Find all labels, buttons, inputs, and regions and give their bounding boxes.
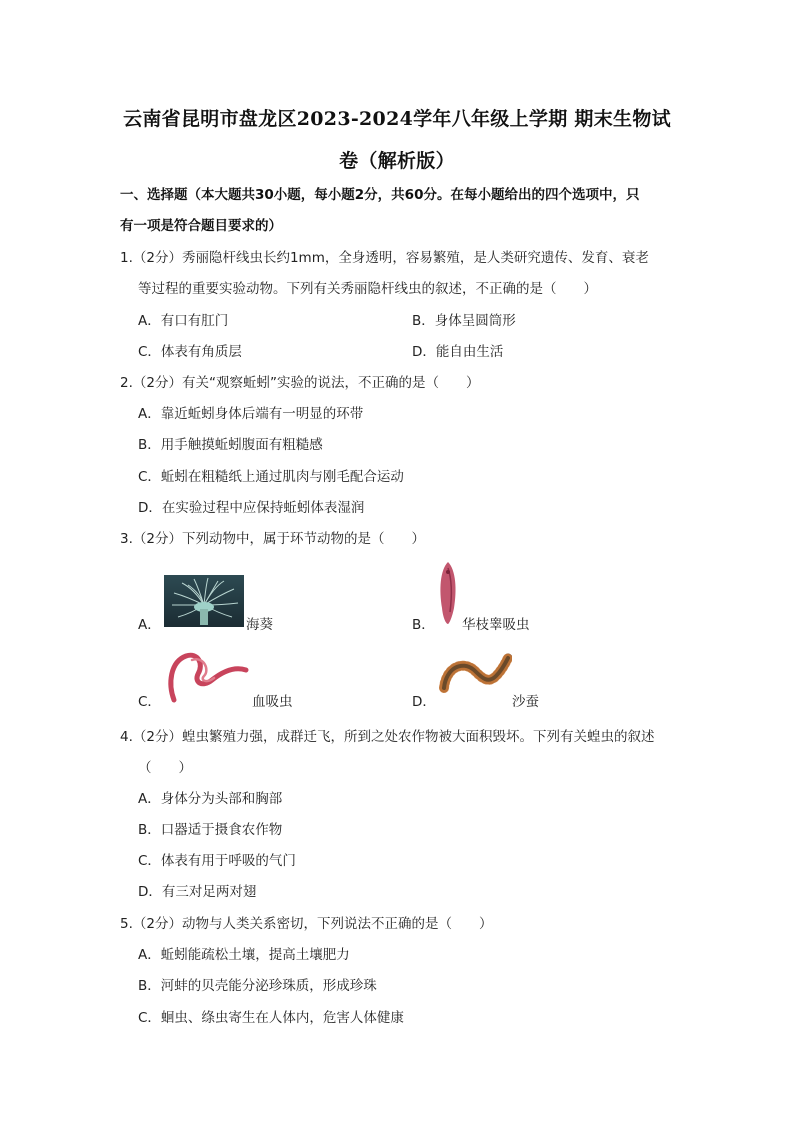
sea-anemone-image [164, 575, 244, 627]
blood-fluke-image [164, 648, 250, 704]
question-4-stem-line-1: 4.（2分）蝗虫繁殖力强，成群迁飞，所到之处农作物被大面积毁坏。下列有关蝗虫的叙述 [120, 729, 655, 745]
question-1-stem-line-1: 1.（2分）秀丽隐杆线虫长约1mm，全身透明，容易繁殖，是人类研究遗传、发育、衰老 [120, 250, 649, 266]
question-2-option-b: B．用手触摸蚯蚓腹面有粗糙感 [138, 437, 323, 453]
question-4-option-c: C．体表有用于呼吸的气门 [138, 853, 296, 869]
question-2-option-d: D．在实验过程中应保持蚯蚓体表湿润 [138, 500, 365, 516]
liver-fluke-image [436, 560, 460, 626]
question-3-option-b-letter: B． [412, 617, 435, 633]
question-4-option-a: A．身体分为头部和胸部 [138, 791, 283, 807]
question-2-option-a: A．靠近蚯蚓身体后端有一明显的环带 [138, 406, 364, 422]
question-5-option-c: C．蛔虫、绦虫寄生在人体内，危害人体健康 [138, 1010, 404, 1026]
question-1-option-b: B．身体呈圆筒形 [412, 313, 516, 329]
section-heading-line-2: 有一项是符合题目要求的） [120, 218, 282, 234]
question-3-option-a-letter: A． [138, 617, 161, 633]
question-1-stem-line-2: 等过程的重要实验动物。下列有关秀丽隐杆线虫的叙述，不正确的是（ ） [138, 281, 597, 297]
question-1-option-c: C．体表有角质层 [138, 344, 242, 360]
question-3-stem: 3.（2分）下列动物中，属于环节动物的是（ ） [120, 531, 425, 547]
question-2-stem: 2.（2分）有关“观察蚯蚓”实验的说法，不正确的是（ ） [120, 375, 480, 391]
question-2-option-c: C．蚯蚓在粗糙纸上通过肌肉与刚毛配合运动 [138, 469, 404, 485]
question-1-option-a: A．有口有肛门 [138, 313, 229, 329]
question-3-option-c-letter: C． [138, 694, 161, 710]
question-3-option-b-caption: 华枝睾吸虫 [462, 617, 530, 633]
question-4-stem-line-2: （ ） [138, 760, 192, 776]
question-3-option-a-caption: 海葵 [246, 617, 273, 633]
question-5-option-b: B．河蚌的贝壳能分泌珍珠质，形成珍珠 [138, 978, 377, 994]
question-5-stem: 5.（2分）动物与人类关系密切，下列说法不正确的是（ ） [120, 916, 493, 932]
question-4-option-d: D．有三对足两对翅 [138, 884, 257, 900]
ragworm-image [436, 648, 512, 704]
section-heading-line-1: 一、选择题（本大题共30小题，每小题2分，共60分。在每小题给出的四个选项中，只 [120, 187, 640, 203]
question-3-option-d-caption: 沙蚕 [512, 694, 539, 710]
document-title-line-1: 云南省昆明市盘龙区2023-2024学年八年级上学期 期末生物试 [123, 108, 671, 130]
question-3-option-d-letter: D． [412, 694, 436, 710]
document-title-line-2: 卷（解析版） [339, 150, 455, 172]
question-3-option-c-caption: 血吸虫 [252, 694, 293, 710]
question-5-option-a: A．蚯蚓能疏松土壤，提高土壤肥力 [138, 947, 350, 963]
question-1-option-d: D．能自由生活 [412, 344, 504, 360]
question-4-option-b: B．口器适于摄食农作物 [138, 822, 283, 838]
